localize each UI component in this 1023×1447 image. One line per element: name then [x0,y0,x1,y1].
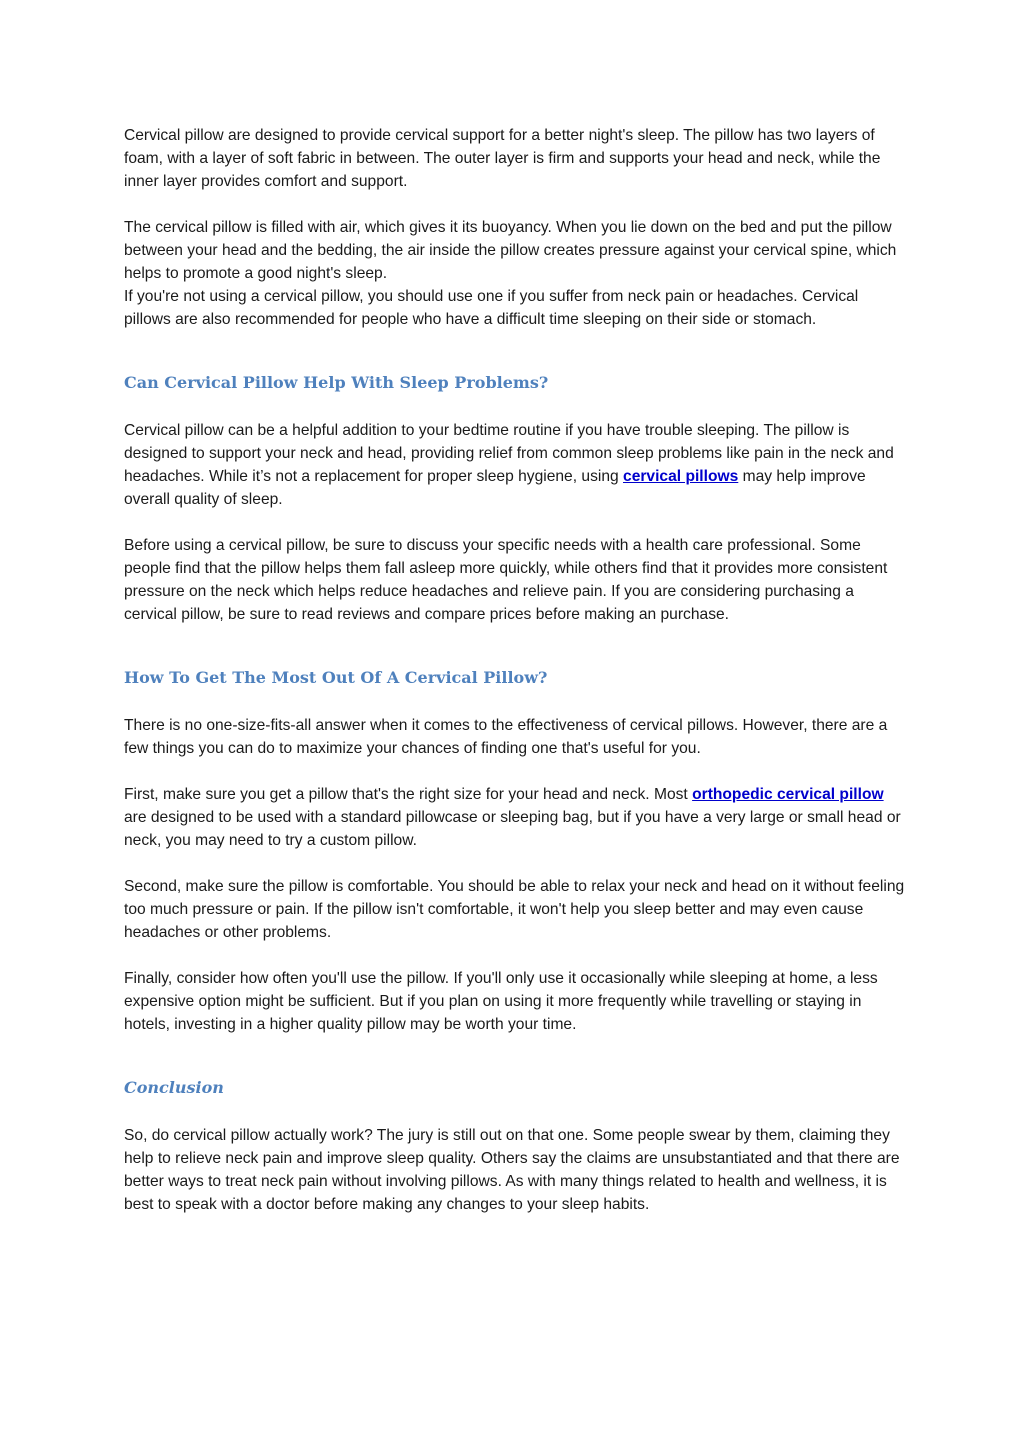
spacer [124,852,906,875]
spacer [124,689,906,714]
orthopedic-cervical-pillow-link[interactable]: orthopedic cervical pillow [692,786,884,803]
intro-paragraph-2: The cervical pillow is filled with air, which gives it its buoyancy. When you lie down on the bed and put the pillow between your head and the bedding, the air inside the pillow creates pressure against your cervical spine, which helps to promote a good night's sleep. [124,219,897,282]
section2-paragraph-4: Finally, consider how often you'll use the pillow. If you'll only use it occasionally while sleeping at home, a less expensive option might be sufficient. But if you plan on using it more frequently while travelling or staying in hotels, investing in a higher quality pillow may be worth your time. [124,970,878,1033]
cervical-pillows-link[interactable]: cervical pillows [623,468,739,485]
intro-paragraph-3: If you're not using a cervical pillow, you should use one if you suffer from neck pain or headaches. Cervical pillows are also recommended for people who have a difficult time sleeping on their side or stomach. [124,288,859,328]
section2-p2-text: First, make sure you get a pillow that's the right size for your head and neck. Most [124,786,693,803]
spacer [124,1036,906,1076]
section1-paragraph-1 [124,419,906,511]
section2-paragraph-2 [124,783,906,852]
spacer [124,626,906,666]
section1-p1-text-after: may help improve overall quality of sleep. [124,468,866,508]
section2-paragraph-1: There is no one-size-fits-all answer when it comes to the effectiveness of cervical pillows. However, there are a few things you can do to maximize your chances of finding one that's useful for you. [124,717,888,757]
spacer [124,760,906,783]
section1-p1-text: Cervical pillow can be a helpful addition to your bedtime routine if you have trouble sleeping. The pillow is designed to support your neck and head, providing relief from common sleep problems like pain in the neck and headaches. While it’s not a replacement for proper sleep hygiene, using [124,422,894,485]
spacer [124,394,906,419]
spacer [124,331,906,371]
spacer [124,193,906,216]
section-heading-most-out: How To Get The Most Out Of A Cervical Pillow? [124,668,548,687]
spacer [124,511,906,534]
spacer [124,944,906,967]
document-page [124,124,906,1216]
section-heading-conclusion: Conclusion [124,1078,224,1097]
section-heading-sleep-problems: Can Cervical Pillow Help With Sleep Problems? [124,373,549,392]
section2-paragraph-3: Second, make sure the pillow is comfortable. You should be able to relax your neck and head on it without feeling too much pressure or pain. If the pillow isn't comfortable, it won't help you sleep better and may even cause headaches or other problems. [124,878,905,941]
section2-p2-text-after: are designed to be used with a standard pillowcase or sleeping bag, but if you have a very large or small head or neck, you may need to try a custom pillow. [124,809,901,849]
section1-paragraph-2: Before using a cervical pillow, be sure to discuss your specific needs with a health care professional. Some people find that the pillow helps them fall asleep more quickly, while others find that it provides more consistent pressure on the neck which helps reduce headaches and relieve pain. If you are considering purchasing a cervical pillow, be sure to read reviews and compare prices before making an purchase. [124,537,888,623]
conclusion-paragraph: So, do cervical pillow actually work? The jury is still out on that one. Some people swear by them, claiming they help to relieve neck pain and improve sleep quality. Others say the claims are unsubstantiated and that there are better ways to treat neck pain without involving pillows. As with many things related to health and wellness, it is best to speak with a doctor before making any changes to your sleep habits. [124,1127,900,1213]
spacer [124,1099,906,1124]
intro-paragraph-1: Cervical pillow are designed to provide cervical support for a better night's sleep. The pillow has two layers of foam, with a layer of soft fabric in between. The outer layer is firm and supports your head and neck, while the inner layer provides comfort and support. [124,127,881,190]
